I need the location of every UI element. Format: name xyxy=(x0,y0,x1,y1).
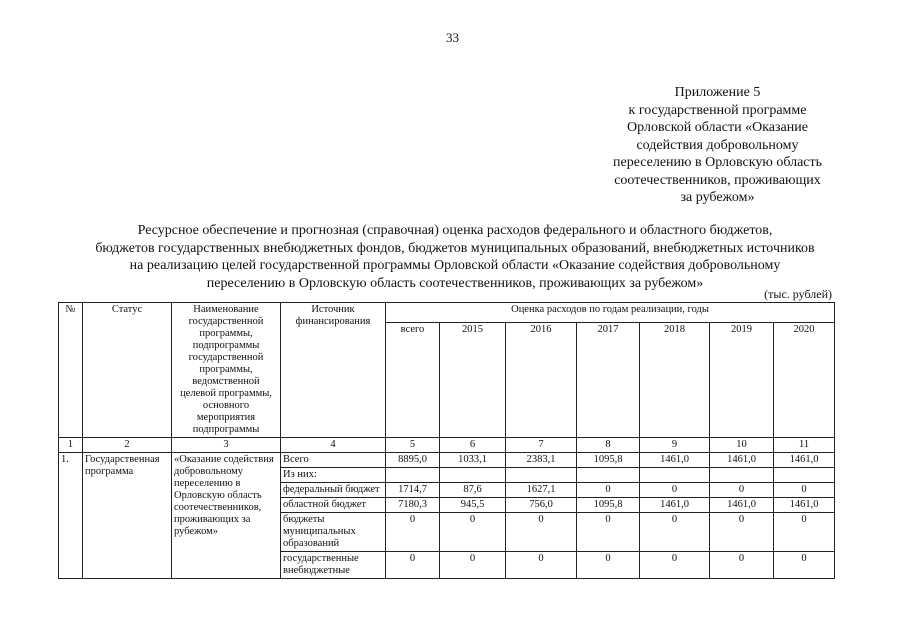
header-year-cell: 2018 xyxy=(640,323,710,438)
budget-table xyxy=(58,302,835,579)
value-cell: 1461,0 xyxy=(640,498,710,513)
index-cell: 8 xyxy=(577,438,640,453)
value-cell: 1714,7 xyxy=(386,483,440,498)
units-label: (тыс. рублей) xyxy=(764,287,832,301)
row-program-name: «Оказание содействия добровольному переселению в Орловскую область соотечественников, проживающих за рубежом» xyxy=(172,453,281,579)
header-source: Источник финансирования xyxy=(281,303,386,438)
value-cell xyxy=(386,468,440,483)
index-cell: 6 xyxy=(440,438,506,453)
value-cell: 0 xyxy=(774,513,835,552)
title-line: бюджетов государственных внебюджетных фондов, бюджетов муниципальных образований, внебюджетных источников xyxy=(95,240,815,256)
header-no: № xyxy=(59,303,83,438)
value-cell xyxy=(506,468,577,483)
value-cell: 0 xyxy=(440,552,506,579)
value-cell: 0 xyxy=(506,513,577,552)
value-cell: 1627,1 xyxy=(506,483,577,498)
value-cell: 0 xyxy=(640,483,710,498)
appendix-block xyxy=(590,84,845,207)
index-cell: 4 xyxy=(281,438,386,453)
value-cell: 1461,0 xyxy=(774,498,835,513)
value-cell: 1095,8 xyxy=(577,498,640,513)
value-cell: 1461,0 xyxy=(774,453,835,468)
header-year-cell: 2017 xyxy=(577,323,640,438)
value-cell: 8895,0 xyxy=(386,453,440,468)
value-cell xyxy=(640,468,710,483)
index-cell: 9 xyxy=(640,438,710,453)
row-number: 1. xyxy=(59,453,83,579)
index-cell: 11 xyxy=(774,438,835,453)
value-cell: 0 xyxy=(386,513,440,552)
value-cell: 1461,0 xyxy=(710,453,774,468)
appendix-line: соотечественников, проживающих xyxy=(614,172,821,188)
value-cell: 0 xyxy=(640,552,710,579)
index-cell: 2 xyxy=(83,438,172,453)
value-cell: 1095,8 xyxy=(577,453,640,468)
document-title xyxy=(60,222,850,292)
row-status: Государственная программа xyxy=(83,453,172,579)
value-cell: 87,6 xyxy=(440,483,506,498)
index-cell: 10 xyxy=(710,438,774,453)
value-cell: 7180,3 xyxy=(386,498,440,513)
source-label: государственные внебюджетные xyxy=(281,552,386,579)
value-cell: 0 xyxy=(710,552,774,579)
value-cell xyxy=(440,468,506,483)
value-cell: 0 xyxy=(710,483,774,498)
value-cell: 0 xyxy=(506,552,577,579)
index-cell: 7 xyxy=(506,438,577,453)
index-cell: 5 xyxy=(386,438,440,453)
source-label: бюджеты муниципальных образований xyxy=(281,513,386,552)
index-cell: 3 xyxy=(172,438,281,453)
value-cell xyxy=(577,468,640,483)
header-status: Статус xyxy=(83,303,172,438)
title-line: на реализацию целей государственной программы Орловской области «Оказание содействия добровольному xyxy=(129,258,781,273)
title-line: Ресурсное обеспечение и прогнозная (справочная) оценка расходов федерального и областного бюджетов, xyxy=(137,223,773,238)
value-cell: 0 xyxy=(577,483,640,498)
value-cell: 1033,1 xyxy=(440,453,506,468)
header-year-cell: 2015 xyxy=(440,323,506,438)
title-line: переселению в Орловскую область соотечественников, проживающих за рубежом» xyxy=(206,275,704,291)
header-year-cell: 2020 xyxy=(774,323,835,438)
value-cell xyxy=(774,468,835,483)
header-row xyxy=(59,303,835,323)
header-name: Наименование государственной программы, подпрограммы государственной программы, ведомственной целевой программы, основного мероприятия подпрограммы xyxy=(172,303,281,438)
value-cell: 0 xyxy=(440,513,506,552)
source-label: Всего xyxy=(281,453,386,468)
source-label: федеральный бюджет xyxy=(281,483,386,498)
index-row xyxy=(59,438,835,453)
value-cell: 0 xyxy=(577,513,640,552)
value-cell: 2383,1 xyxy=(506,453,577,468)
appendix-line: содействия добровольному xyxy=(636,137,799,153)
header-estimate: Оценка расходов по годам реализации, годы xyxy=(386,303,835,323)
source-label: Из них: xyxy=(281,468,386,483)
appendix-line: к государственной программе xyxy=(628,102,807,118)
value-cell: 0 xyxy=(710,513,774,552)
header-year-cell: 2016 xyxy=(506,323,577,438)
value-cell: 945,5 xyxy=(440,498,506,513)
index-cell: 1 xyxy=(59,438,83,453)
value-cell: 0 xyxy=(386,552,440,579)
value-cell: 1461,0 xyxy=(640,453,710,468)
source-label: областной бюджет xyxy=(281,498,386,513)
value-cell: 756,0 xyxy=(506,498,577,513)
value-cell: 1461,0 xyxy=(710,498,774,513)
appendix-line: за рубежом» xyxy=(680,190,755,205)
value-cell xyxy=(710,468,774,483)
header-year-cell: всего xyxy=(386,323,440,438)
appendix-line: Орловской области «Оказание xyxy=(627,120,808,135)
value-cell: 0 xyxy=(640,513,710,552)
table-row xyxy=(59,453,835,468)
value-cell: 0 xyxy=(774,552,835,579)
page-number: 33 xyxy=(446,30,459,45)
value-cell: 0 xyxy=(774,483,835,498)
value-cell: 0 xyxy=(577,552,640,579)
appendix-line: Приложение 5 xyxy=(674,85,761,100)
appendix-line: переселению в Орловскую область xyxy=(612,155,823,170)
header-year-cell: 2019 xyxy=(710,323,774,438)
